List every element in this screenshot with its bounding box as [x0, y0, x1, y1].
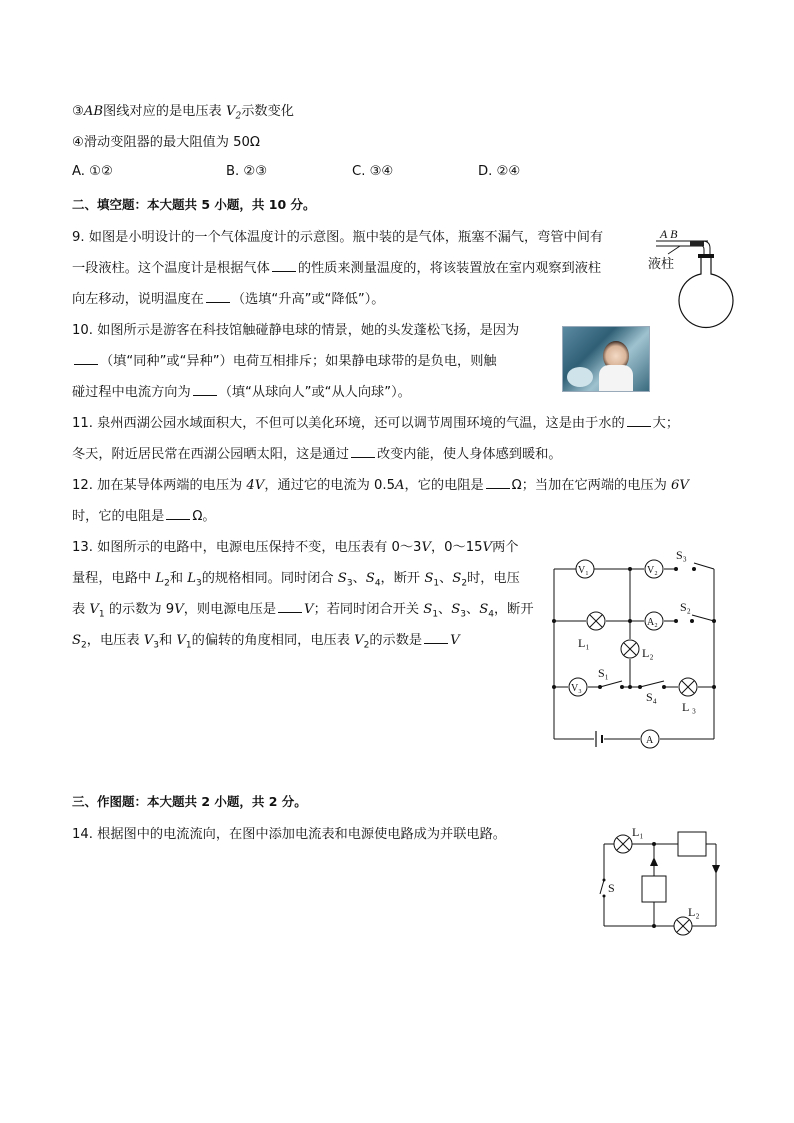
- section-3-heading: 三、作图题：本大题共 2 小题，共 2 分。: [72, 794, 307, 809]
- meter-v3: V₃: [571, 683, 582, 694]
- static-ball-photo: [562, 326, 650, 392]
- q12-line-1: 12. 加在某导体两端的电压为 4V，通过它的电流为 0.5A，它的电阻是 Ω；当加在它两端的电压为 6V: [72, 478, 689, 493]
- q9-line-1: 9. 如图是小明设计的一个气体温度计的示意图。瓶中装的是气体，瓶塞不漏气，弯管中间有: [72, 230, 604, 245]
- statement-3: ③AB图线对应的是电压表 $V_2$示数变化: [72, 104, 294, 122]
- q10-blank-2[interactable]: [193, 383, 217, 396]
- label-s4: S₄: [646, 690, 657, 704]
- q12-blank-1[interactable]: [486, 476, 510, 489]
- q9-line-2: 一段液柱。这个温度计是根据气体 的性质来测量温度的，将该装置放在室内观察到液柱: [72, 261, 602, 276]
- label-s1: S₁: [598, 666, 609, 680]
- label-l3: L ₃: [682, 700, 697, 714]
- label-l1: L₁: [632, 825, 644, 839]
- meter-v2: V₂: [647, 565, 658, 576]
- q11-blank-2[interactable]: [351, 445, 375, 458]
- gas-thermometer-figure: [640, 224, 730, 324]
- q11-line-1: 11. 泉州西湖公园水域面积大，不但可以美化环境，还可以调节周围环境的气温，这是由于水的 大；: [72, 416, 680, 431]
- fig-liquid-label: 液柱: [648, 257, 675, 272]
- q12-line-2: 时，它的电阻是 Ω。: [72, 509, 216, 524]
- q12-blank-2[interactable]: [166, 507, 190, 520]
- label-l1: L₁: [578, 636, 590, 650]
- q9-blank-2[interactable]: [206, 290, 230, 303]
- q11-blank-1[interactable]: [627, 414, 651, 427]
- q13-line-2: 量程，电路中 $L_2$和 $L_3$的规格相同。同时闭合 $S_3$、$S_4$，断开 $S_1$、$S_2$时，电压: [72, 571, 520, 589]
- label-s2: S₂: [680, 600, 691, 614]
- q13-blank-2[interactable]: [424, 631, 448, 644]
- label-l2: L₂: [688, 905, 700, 919]
- q10-line-1: 10. 如图所示是游客在科技馆触碰静电球的情景，她的头发蓬松飞扬，是因为: [72, 323, 520, 338]
- q9-line-3: 向左移动，说明温度在 （选填“升高”或“降低”）。: [72, 292, 385, 307]
- section-2-heading: 二、填空题：本大题共 5 小题，共 10 分。: [72, 197, 316, 212]
- statement-4: ④滑动变阻器的最大阻值为 50Ω: [72, 135, 260, 150]
- q10-line-3: 碰过程中电流方向为 （填“从球向人”或“从人向球”）。: [72, 385, 411, 400]
- q11-line-2: 冬天，附近居民常在西湖公园晒太阳，这是通过 改变内能，使人身体感到暖和。: [72, 447, 562, 462]
- circuit-diagram-q14: [596, 824, 726, 936]
- q13-line-3: 表 $V_1$ 的示数为 9V，则电源电压是 V；若同时闭合开关 $S_1$、$S_3$、$S_4$，断开: [72, 602, 534, 620]
- meter-v1: V₁: [578, 565, 589, 576]
- q13-blank-1[interactable]: [278, 600, 302, 613]
- q13-line-4: $S_2$，电压表 $V_3$和 $V_1$的偏转的角度相同，电压表 $V_2$的示数是 V: [72, 633, 460, 651]
- q9-blank-1[interactable]: [272, 259, 296, 272]
- label-s: S: [608, 881, 615, 895]
- option-a[interactable]: A. ①②: [72, 164, 113, 179]
- option-b[interactable]: B. ②③: [226, 164, 268, 179]
- option-d[interactable]: D. ②④: [478, 164, 521, 179]
- label-l2: L₂: [642, 646, 654, 660]
- fig-ab-label: A B: [660, 227, 678, 241]
- circuit-diagram-q13: [540, 545, 730, 755]
- q10-line-2: （填“同种”或“异种”）电荷互相排斥；如果静电球带的是负电，则触: [72, 352, 497, 372]
- q13-line-1: 13. 如图所示的电路中，电源电压保持不变，电压表有 0～3V，0～15V两个: [72, 540, 519, 555]
- q10-blank-1[interactable]: [74, 352, 98, 365]
- q14-text: 14. 根据图中的电流流向，在图中添加电流表和电源使电路成为并联电路。: [72, 827, 506, 842]
- option-c[interactable]: C. ③④: [352, 164, 394, 179]
- meter-a2: A₂: [647, 617, 658, 628]
- label-s3: S₃: [676, 548, 687, 562]
- meter-a: A: [646, 735, 654, 746]
